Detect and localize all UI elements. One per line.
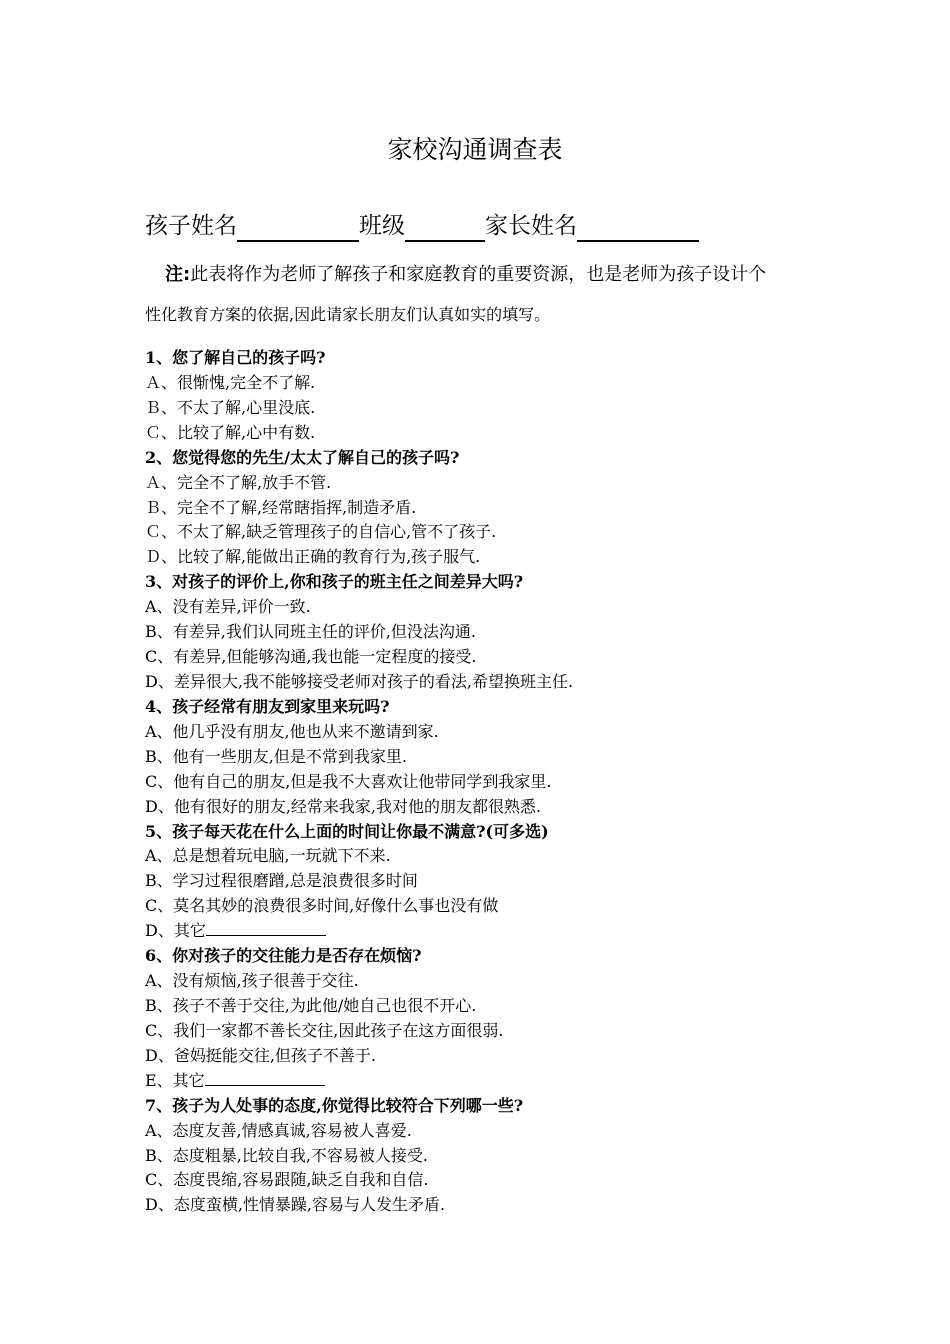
question-4-option[interactable]	[145, 720, 845, 745]
option-label: C、有差异,但能够沟通,我也能一定程度的接受.	[145, 647, 477, 667]
question-list	[145, 346, 845, 1218]
question-3-option[interactable]	[145, 595, 845, 620]
option-label: C、态度畏缩,容易跟随,缺乏自我和自信.	[145, 1170, 429, 1190]
question-6-option[interactable]	[145, 1069, 845, 1094]
question-4: 4、孩子经常有朋友到家里来玩吗?	[145, 696, 390, 716]
option-label: B、孩子不善于交往,为此他/她自己也很不开心.	[145, 995, 477, 1015]
question-6-option[interactable]	[145, 994, 845, 1019]
note-text-1: 此表将作为老师了解孩子和家庭教育的重要资源，也是老师为孩子设计个	[190, 264, 767, 285]
question-7-option[interactable]	[145, 1193, 845, 1218]
child-name-label: 孩子姓名	[145, 213, 237, 239]
question-4-option[interactable]	[145, 795, 845, 820]
parent-name-label: 家长姓名	[485, 213, 577, 239]
option-label: D、他有很好的朋友,经常来我家,我对他的朋友都很熟悉.	[145, 796, 542, 816]
note-text-2: 性化教育方案的依据,因此请家长朋友们认真如实的填写。	[145, 305, 551, 324]
question-3-option[interactable]	[145, 620, 845, 645]
question-1-option[interactable]	[145, 421, 845, 446]
fill-in-blank[interactable]	[206, 919, 326, 936]
option-label: B、有差异,我们认同班主任的评价,但没法沟通.	[145, 622, 477, 642]
question-1: 1、您了解自己的孩子吗?	[145, 348, 326, 367]
option-label: A、没有差异,评价一致.	[145, 597, 311, 617]
question-2: 2、您觉得您的先生/太太了解自己的孩子吗?	[145, 447, 460, 467]
class-label: 班级	[359, 213, 405, 239]
question-3-option[interactable]	[145, 645, 845, 670]
question-1-option[interactable]	[145, 371, 845, 396]
class-blank[interactable]	[405, 214, 485, 242]
question-2-option[interactable]	[145, 520, 845, 545]
question-2-option[interactable]	[145, 496, 845, 521]
option-label: Ａ、完全不了解,放手不管.	[145, 472, 332, 492]
option-label: B、态度粗暴,比较自我,不容易被人接受.	[145, 1145, 429, 1165]
option-label: Ｂ、完全不了解,经常瞎指挥,制造矛盾.	[145, 497, 417, 517]
fill-in-blank[interactable]	[205, 1069, 325, 1086]
option-label: E、其它	[145, 1070, 205, 1090]
option-label: Ｄ、比较了解,能做出正确的教育行为,孩子服气.	[145, 547, 481, 567]
option-label: B、他有一些朋友,但是不常到我家里.	[145, 746, 407, 766]
question-6-option[interactable]	[145, 969, 845, 994]
option-label: Ａ、很惭愧,完全不了解.	[145, 372, 316, 392]
child-name-blank[interactable]	[237, 214, 359, 242]
option-label: D、爸妈挺能交往,但孩子不善于.	[145, 1045, 377, 1065]
question-2-option[interactable]	[145, 471, 845, 496]
page-title: 家校沟通调查表	[387, 135, 563, 164]
note-block	[145, 260, 825, 330]
option-label: C、我们一家都不善长交往,因此孩子在这方面很弱.	[145, 1020, 504, 1040]
question-5-option[interactable]	[145, 869, 845, 894]
option-label: A、没有烦恼,孩子很善于交往.	[145, 971, 359, 991]
question-7: 7、孩子为人处事的态度,你觉得比较符合下列哪一些?	[145, 1095, 524, 1115]
info-fields	[145, 210, 699, 242]
parent-name-blank[interactable]	[577, 214, 699, 242]
question-2-option[interactable]	[145, 545, 845, 570]
question-7-option[interactable]	[145, 1168, 845, 1193]
question-1-option[interactable]	[145, 396, 845, 421]
option-label: C、他有自己的朋友,但是我不大喜欢让他带同学到我家里.	[145, 771, 552, 791]
option-label: B、学习过程很磨蹭,总是浪费很多时间	[145, 871, 418, 891]
option-label: A、总是想着玩电脑,一玩就下不来.	[145, 846, 391, 866]
option-label: D、态度蛮横,性情暴躁,容易与人发生矛盾.	[145, 1195, 446, 1215]
question-6-option[interactable]	[145, 1044, 845, 1069]
option-label: Ｃ、不太了解,缺乏管理孩子的自信心,管不了孩子.	[145, 522, 497, 542]
question-5-option[interactable]	[145, 894, 845, 919]
question-6-option[interactable]	[145, 1019, 845, 1044]
question-7-option[interactable]	[145, 1144, 845, 1169]
question-5-option[interactable]	[145, 844, 845, 869]
question-5-option[interactable]	[145, 919, 845, 944]
question-7-option[interactable]	[145, 1119, 845, 1144]
question-5: 5、孩子每天花在什么上面的时间让你最不满意?(可多选)	[145, 821, 549, 841]
option-label: Ｃ、比较了解,心中有数.	[145, 422, 316, 442]
question-6: 6、你对孩子的交往能力是否存在烦恼?	[145, 946, 422, 966]
question-3-option[interactable]	[145, 670, 845, 695]
option-label: C、莫名其妙的浪费很多时间,好像什么事也没有做	[145, 896, 499, 916]
option-label: A、态度友善,情感真诚,容易被人喜爱.	[145, 1120, 412, 1140]
option-label: A、他几乎没有朋友,他也从来不邀请到家.	[145, 721, 439, 741]
option-label: D、其它	[145, 921, 206, 941]
note-label: 注:	[165, 264, 191, 285]
question-4-option[interactable]	[145, 745, 845, 770]
question-4-option[interactable]	[145, 770, 845, 795]
question-3: 3、对孩子的评价上,你和孩子的班主任之间差异大吗?	[145, 572, 524, 592]
option-label: Ｂ、不太了解,心里没底.	[145, 397, 316, 417]
option-label: D、差异很大,我不能够接受老师对孩子的看法,希望换班主任.	[145, 671, 574, 691]
